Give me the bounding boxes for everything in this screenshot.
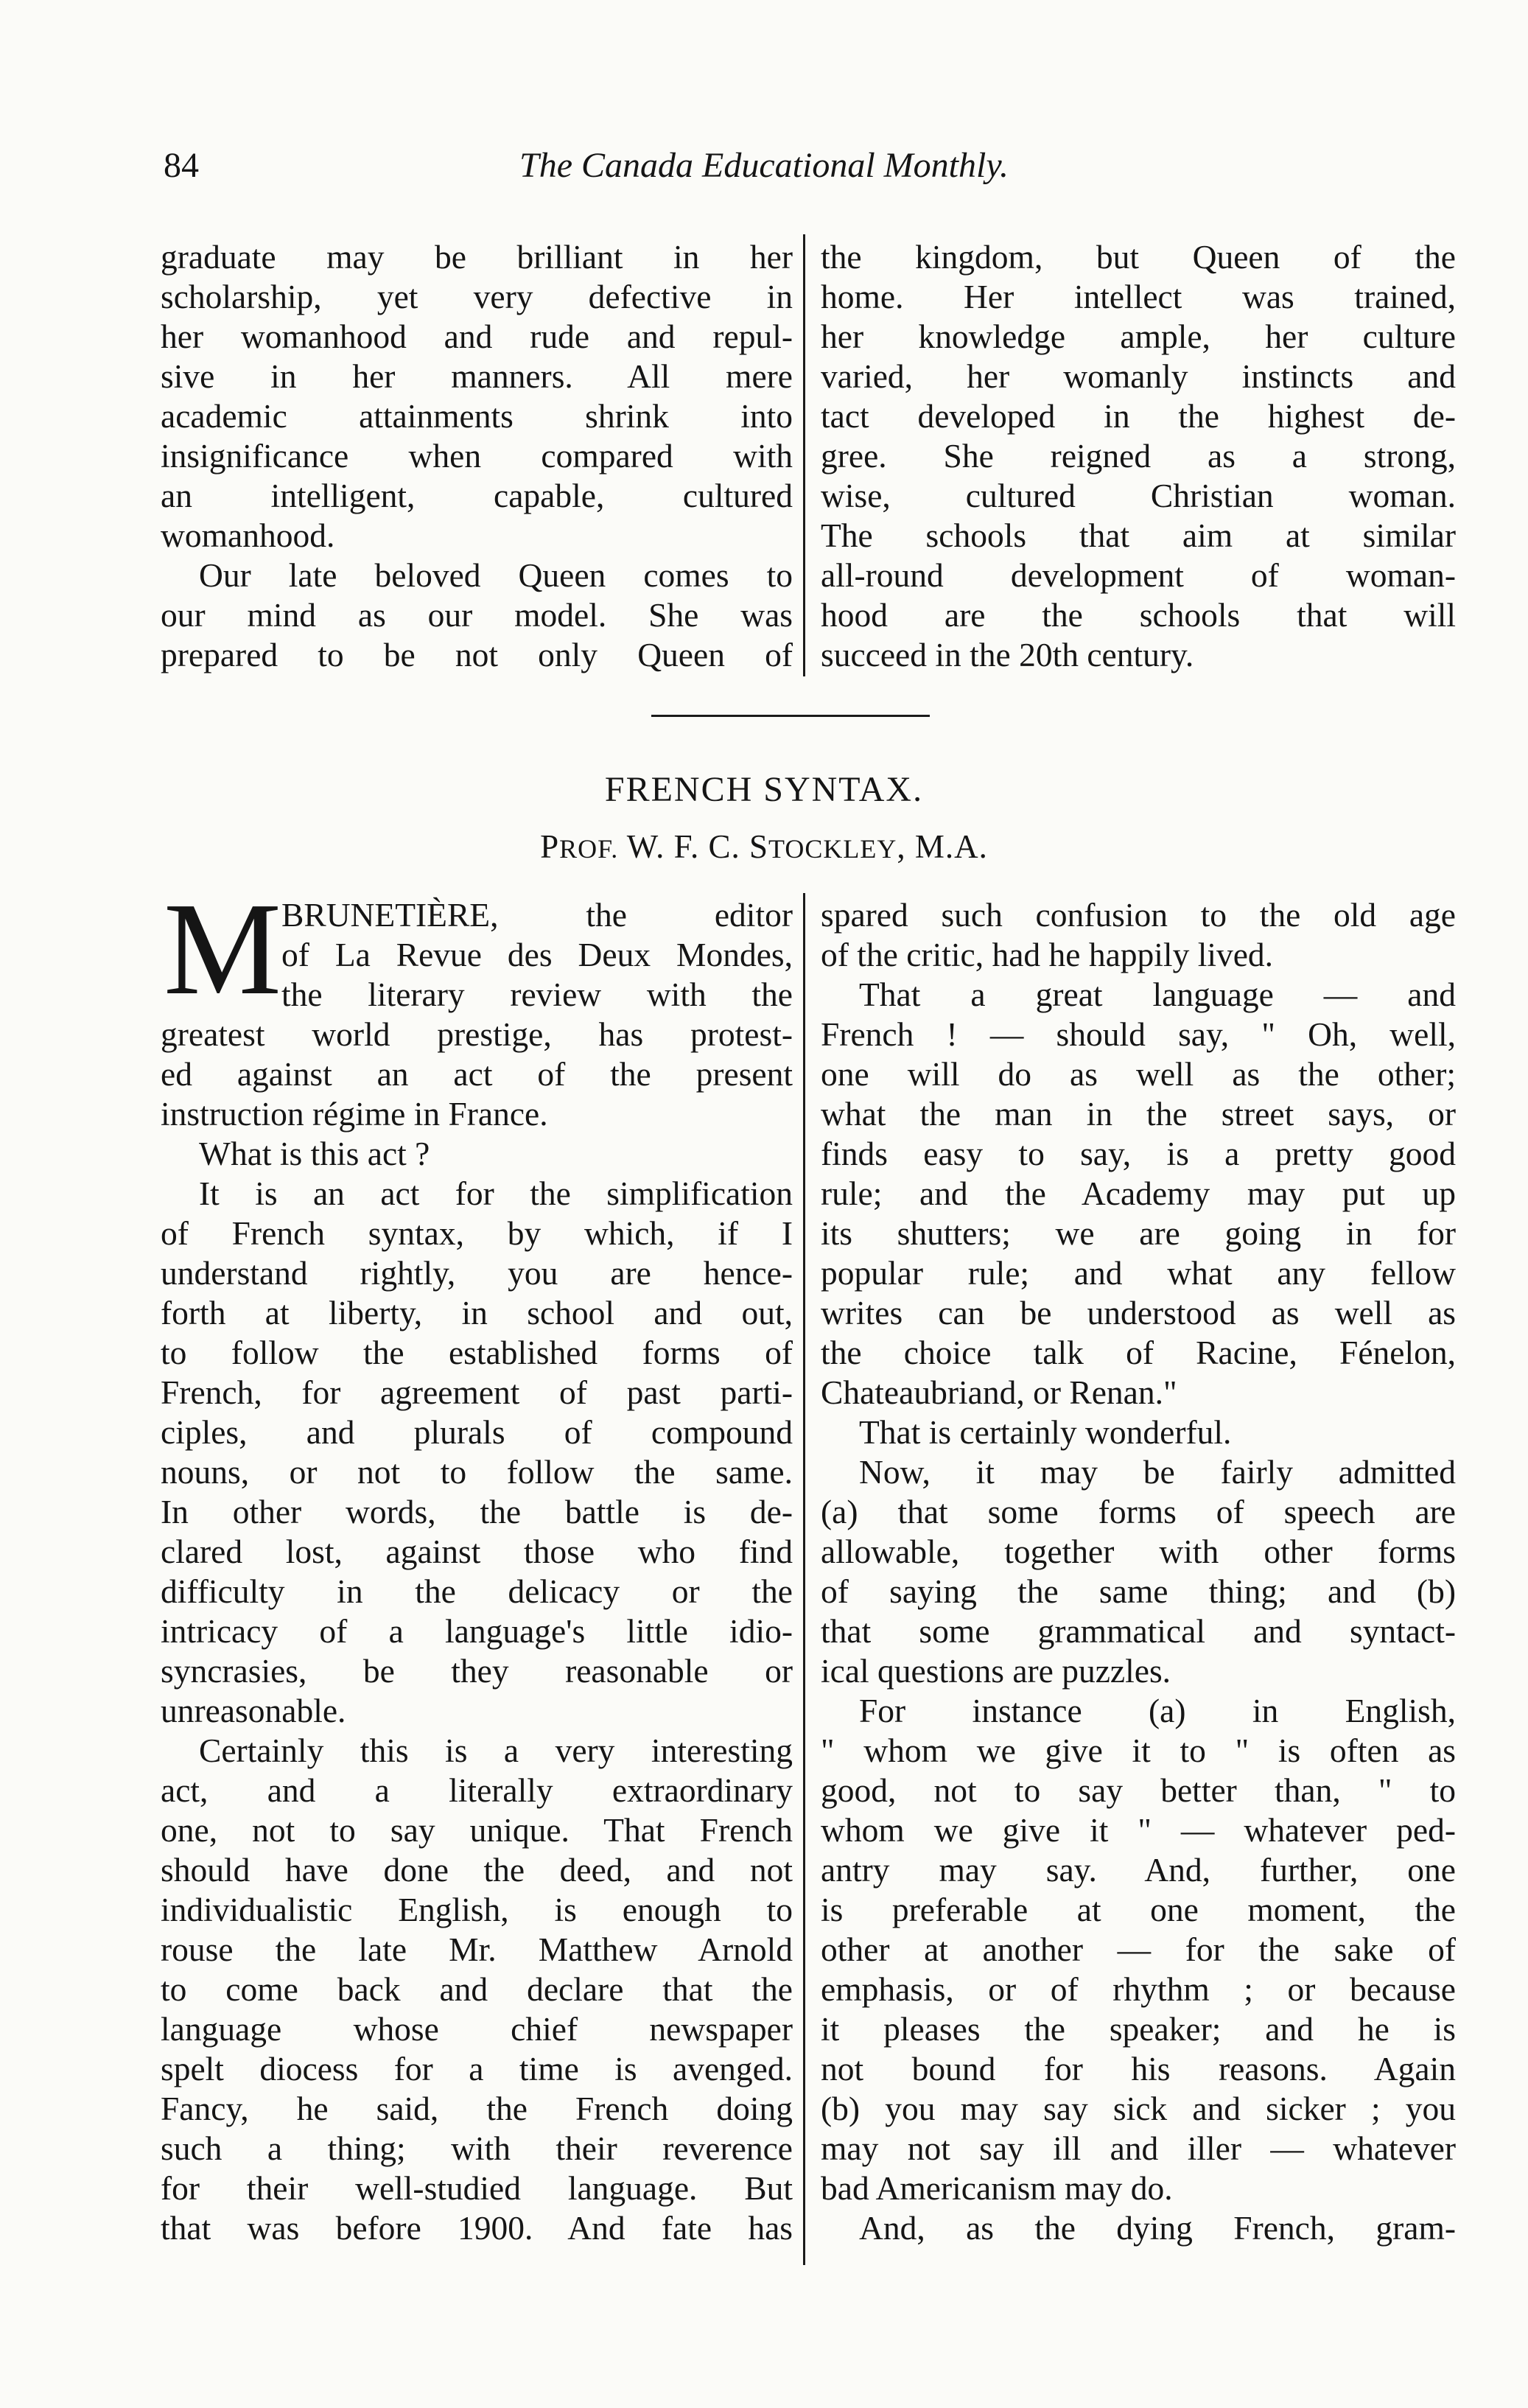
text-line: the literary review with the xyxy=(281,976,793,1013)
text-line: (a) that some forms of speech are xyxy=(821,1493,1456,1530)
page-number: 84 xyxy=(164,146,199,185)
text-line: womanhood. xyxy=(161,517,335,554)
text-line: Now, it may be fairly admitted xyxy=(859,1453,1456,1491)
text-line: the choice talk of Racine, Fénelon, xyxy=(821,1334,1456,1371)
text-line: It is an act for the simplification xyxy=(199,1175,793,1212)
text-line: ed against an act of the present xyxy=(161,1055,793,1093)
text-line: to come back and declare that the xyxy=(161,1970,793,2008)
text-line: forth at liberty, in school and out, xyxy=(161,1294,793,1331)
text-line: act, and a literally extraordinary xyxy=(161,1771,793,1809)
text-line: emphasis, or of rhythm ; or because xyxy=(821,1970,1456,2008)
text-line: her womanhood and rude and repul- xyxy=(161,318,793,355)
text-line: home. Her intellect was trained, xyxy=(821,278,1456,315)
byline-name-smallcaps: TOCKLEY xyxy=(768,834,897,864)
text-line: rouse the late Mr. Matthew Arnold xyxy=(161,1931,793,1968)
text-line: not bound for his reasons. Again xyxy=(821,2050,1456,2087)
text-line: it pleases the speaker; and he is xyxy=(821,2010,1456,2048)
text-line: to follow the established forms of xyxy=(161,1334,793,1371)
text-line: tact developed in the highest de- xyxy=(821,397,1456,435)
text-line: allowable, together with other forms xyxy=(821,1533,1456,1570)
opening-lines xyxy=(281,895,793,1015)
text-line: an intelligent, capable, cultured xyxy=(161,477,793,514)
text-line: hood are the schools that will xyxy=(821,596,1456,634)
text-line: The schools that aim at similar xyxy=(821,517,1456,554)
text-line: that was before 1900. And fate has xyxy=(161,2209,793,2247)
text-line: popular rule; and what any fellow xyxy=(821,1254,1456,1292)
text-line: In other words, the battle is de- xyxy=(161,1493,793,1530)
text-line: scholarship, yet very defective in xyxy=(161,278,793,315)
text-line: academic attainments shrink into xyxy=(161,397,793,435)
text-line: BRUNETIÈRE, the editor xyxy=(281,896,793,934)
text-line: intricacy of a language's little idio- xyxy=(161,1612,793,1650)
text-line: ical questions are puzzles. xyxy=(821,1652,1171,1690)
text-line: Certainly this is a very interesting xyxy=(199,1732,793,1769)
text-line: difficulty in the delicacy or the xyxy=(161,1572,793,1610)
text-line: Chateaubriand, or Renan." xyxy=(821,1373,1177,1411)
text-line: such a thing; with their reverence xyxy=(161,2129,793,2167)
article-left-column xyxy=(161,1015,793,2248)
text-line: For instance (a) in English, xyxy=(859,1692,1456,1729)
text-line: individualistic English, is enough to xyxy=(161,1891,793,1928)
text-line: That is certainly wonderful. xyxy=(859,1413,1232,1451)
text-line: French ! — should say, " Oh, well, xyxy=(821,1015,1456,1053)
section-divider xyxy=(651,715,930,717)
text-line: may not say ill and iller — whatever xyxy=(821,2129,1456,2167)
text-line: her knowledge ample, her culture xyxy=(821,318,1456,355)
article-byline xyxy=(0,825,1528,870)
text-line: French, for agreement of past parti- xyxy=(161,1373,793,1411)
text-line: What is this act ? xyxy=(199,1135,430,1172)
article-title: FRENCH SYNTAX. xyxy=(604,770,924,809)
text-line: And, as the dying French, gram- xyxy=(859,2209,1456,2247)
opening-line-italic: of La Revue des Deux Mondes, xyxy=(281,936,793,973)
page-header xyxy=(164,144,1364,203)
text-line: one will do as well as the other; xyxy=(821,1055,1456,1093)
text-line: writes can be understood as well as xyxy=(821,1294,1456,1331)
text-line: unreasonable. xyxy=(161,1692,346,1729)
text-line: " whom we give it to " is often as xyxy=(821,1732,1456,1769)
text-line: what the man in the street says, or xyxy=(821,1095,1456,1133)
text-line: succeed in the 20th century. xyxy=(821,636,1194,673)
text-line: of the critic, had he happily lived. xyxy=(821,936,1274,973)
text-line: graduate may be brilliant in her xyxy=(161,238,793,276)
drop-cap: M xyxy=(164,875,282,1022)
text-line: ciples, and plurals of compound xyxy=(161,1413,793,1451)
text-line: the kingdom, but Queen of the xyxy=(821,238,1456,276)
text-line: gree. She reigned as a strong, xyxy=(821,437,1456,475)
text-line: That a great language — and xyxy=(859,976,1456,1013)
text-line: clared lost, against those who find xyxy=(161,1533,793,1570)
text-line: sive in her manners. All mere xyxy=(161,357,793,395)
byline-initials: W. F. C. S xyxy=(618,828,769,865)
text-line: wise, cultured Christian woman. xyxy=(821,477,1456,514)
text-line xyxy=(281,935,793,975)
byline-prefix: P xyxy=(540,828,560,865)
text-line: good, not to say better than, " to xyxy=(821,1771,1456,1809)
byline-prefix-smallcaps: ROF. xyxy=(559,834,619,864)
text-line: rule; and the Academy may put up xyxy=(821,1175,1456,1212)
text-line: Fancy, he said, the French doing xyxy=(161,2090,793,2127)
text-line: insignificance when compared with xyxy=(161,437,793,475)
text-line: our mind as our model. She was xyxy=(161,596,793,634)
text-line: other at another — for the sake of xyxy=(821,1931,1456,1968)
text-line: varied, her womanly instincts and xyxy=(821,357,1456,395)
text-line: is preferable at one moment, the xyxy=(821,1891,1456,1928)
text-line: spared such confusion to the old age xyxy=(821,896,1456,934)
byline-suffix: , M.A. xyxy=(897,828,988,865)
text-line: prepared to be not only Queen of xyxy=(161,636,793,673)
column-rule xyxy=(803,234,805,676)
text-line: whom we give it " — whatever ped- xyxy=(821,1811,1456,1849)
text-line: for their well-studied language. But xyxy=(161,2169,793,2207)
text-line: that some grammatical and syntact- xyxy=(821,1612,1456,1650)
text-line: all-round development of woman- xyxy=(821,556,1456,594)
text-line: understand rightly, you are hence- xyxy=(161,1254,793,1292)
text-line: syncrasies, be they reasonable or xyxy=(161,1652,793,1690)
text-line: bad Americanism may do. xyxy=(821,2169,1173,2207)
text-line: antry may say. And, further, one xyxy=(821,1851,1456,1889)
running-title: The Canada Educational Monthly. xyxy=(519,146,1009,185)
text-line: language whose chief newspaper xyxy=(161,2010,793,2048)
text-line: Our late beloved Queen comes to xyxy=(199,556,793,594)
article-right-column xyxy=(821,895,1456,2248)
text-line: greatest world prestige, has protest- xyxy=(161,1015,793,1053)
text-line: of saying the same thing; and (b) xyxy=(821,1572,1456,1610)
text-line: (b) you may say sick and sicker ; you xyxy=(821,2090,1456,2127)
text-line: finds easy to say, is a pretty good xyxy=(821,1135,1456,1172)
text-line: one, not to say unique. That French xyxy=(161,1811,793,1849)
text-line: of French syntax, by which, if I xyxy=(161,1214,793,1252)
top-left-column xyxy=(161,237,793,675)
column-rule xyxy=(803,893,805,2265)
text-line: its shutters; we are going in for xyxy=(821,1214,1456,1252)
text-line: spelt diocess for a time is avenged. xyxy=(161,2050,793,2087)
top-right-column xyxy=(821,237,1456,675)
text-line: nouns, or not to follow the same. xyxy=(161,1453,793,1491)
text-line: should have done the deed, and not xyxy=(161,1851,793,1889)
text-line: instruction régime in France. xyxy=(161,1095,548,1133)
